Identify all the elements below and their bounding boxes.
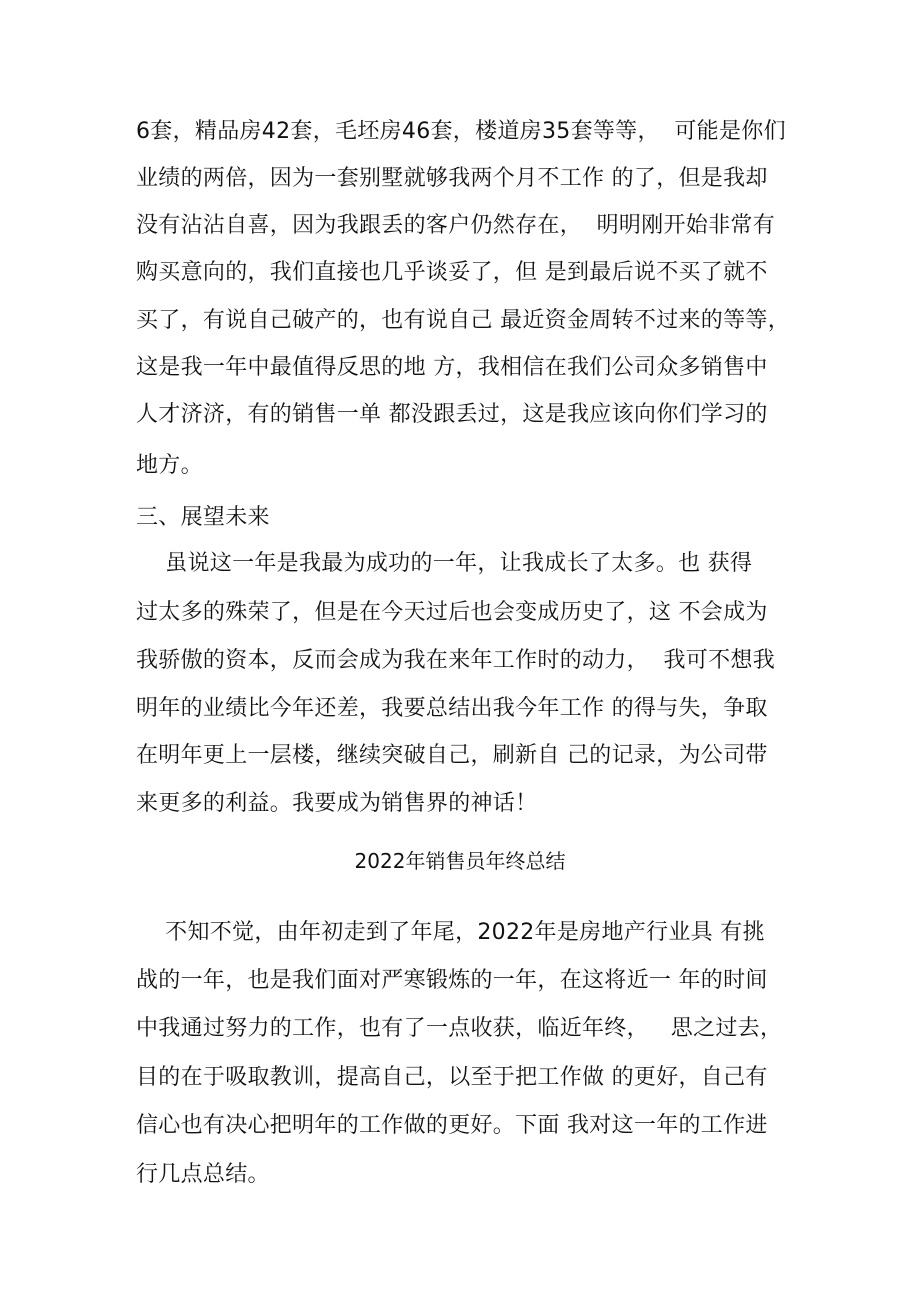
paragraph-1-line-6: 这是我一年中最值得反思的地 方，我相信在我们公司众多销售中 [136,355,768,380]
paragraph-3-line-4: 目的在于吸取教训，提高自己，以至于把工作做 的更好，自己有 [136,1065,768,1090]
paragraph-2-line-2: 过太多的殊荣了，但是在今天过后也会变成历史了，这 不会成为 [136,600,768,625]
paragraph-1-line-4: 购买意向的，我们直接也几乎谈妥了，但 是到最后说不买了就不 [136,260,768,285]
paragraph-3-line-2: 战的一年，也是我们面对严寒锻炼的一年，在这将近一 年的时间 [136,968,768,993]
paragraph-3-line-5: 信心也有决心把明年的工作做的更好。下面 我对这一年的工作进 [136,1113,768,1138]
paragraph-1-line-2: 业绩的两倍，因为一套别墅就够我两个月不工作 的了，但是我却 [136,166,768,191]
paragraph-2-line-5: 在明年更上一层楼，继续突破自己，刷新自 己的记录，为公司带 [136,743,768,768]
paragraph-3-line-1: 不知不觉，由年初走到了年尾，2022年是房地产行业具 有挑 [136,920,765,945]
paragraph-1-line-7: 人才济济，有的销售一单 都没跟丢过，这是我应该向你们学习的 [136,402,768,427]
paragraph-1-line-1: 6套，精品房42套，毛坯房46套，楼道房35套等等， 可能是你们 [136,119,786,144]
paragraph-1-line-3: 没有沾沾自喜，因为我跟丢的客户仍然存在， 明明刚开始非常有 [136,213,775,238]
paragraph-2-line-6: 来更多的利益。我要成为销售界的神话！ [136,791,538,816]
paragraph-3-line-3: 中我通过努力的工作，也有了一点收获，临近年终， 思之过去， [136,1016,783,1041]
paragraph-2-line-4: 明年的业绩比今年还差，我要总结出我今年工作 的得与失，争取 [136,696,768,721]
document-title: 2022年销售员年终总结 [354,849,566,873]
paragraph-1-line-5: 买了，有说自己破产的，也有说自己 最近资金周转不过来的等等， [136,308,790,333]
section-heading: 三、展望未来 [136,505,270,530]
paragraph-2-line-1: 虽说这一年是我最为成功的一年，让我成长了太多。也 获得 [136,551,753,576]
paragraph-3-line-6: 行几点总结。 [136,1162,270,1187]
paragraph-1-line-8: 地方。 [136,453,203,478]
paragraph-2-line-3: 我骄傲的资本，反而会成为我在来年工作时的动力， 我可不想我 [136,648,775,673]
